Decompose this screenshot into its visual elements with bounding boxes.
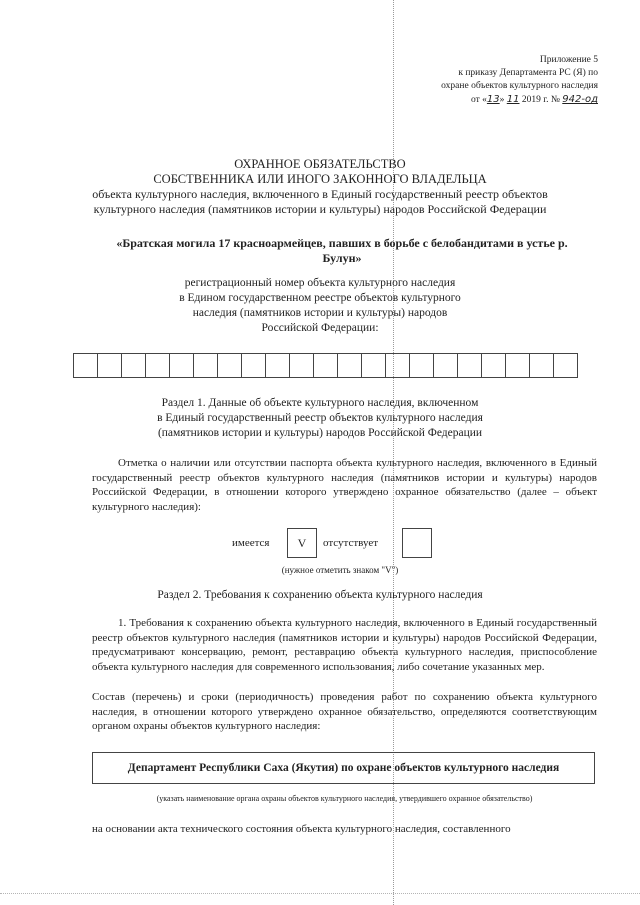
appendix-line: Приложение 5 <box>539 55 598 65</box>
object-name-line: «Братская могила 17 красноармейцев, павших в борьбе с белобандитами в устье р. <box>116 236 568 250</box>
section-1-line: (памятников истории и культуры) народов Российской Федерации <box>157 427 483 439</box>
passport-paragraph: Отметка о наличии или отсутствии паспорта объекта культурного наследия, включенного в Единый государственный реестр объектов культурного наследия (памятников истории и культуры) народов Российской Федерации, в отношении которого утверждено охранное обязательство (далее – объект культурного наследия): <box>92 457 597 513</box>
reg-digit-cell[interactable] <box>313 353 338 378</box>
registration-line: Российской Федерации: <box>261 322 379 334</box>
department-name-field[interactable]: Департамент Республики Саха (Якутия) по охране объектов культурного наследия <box>92 752 595 784</box>
date-mid: » <box>499 95 505 105</box>
reg-digit-cell[interactable] <box>385 353 410 378</box>
title-line: СОБСТВЕННИКА ИЛИ ИНОГО ЗАКОННОГО ВЛАДЕЛЬЦА <box>153 172 487 186</box>
object-name <box>92 236 592 266</box>
has-passport-checkbox[interactable]: V <box>287 528 317 558</box>
title-line: ОХРАННОЕ ОБЯЗАТЕЛЬСТВО <box>234 157 406 171</box>
registration-number-grid <box>74 353 578 378</box>
reg-digit-cell[interactable] <box>409 353 434 378</box>
appendix-line: к приказу Департамента РС (Я) по <box>458 68 598 78</box>
date-month: 11 <box>506 94 520 105</box>
reg-digit-cell[interactable] <box>145 353 170 378</box>
department-note: (указать наименование органа охраны объектов культурного наследия, утвердившего охранное обязательство) <box>156 794 533 803</box>
registration-line: регистрационный номер объекта культурного наследия <box>184 277 456 289</box>
section-1-heading <box>70 396 570 441</box>
reg-digit-cell[interactable] <box>265 353 290 378</box>
reg-digit-cell[interactable] <box>121 353 146 378</box>
appendix-header <box>368 54 598 107</box>
reg-digit-cell[interactable] <box>433 353 458 378</box>
reg-digit-cell[interactable] <box>505 353 530 378</box>
reg-digit-cell[interactable] <box>289 353 314 378</box>
date-day: 13 <box>486 94 500 105</box>
document-title <box>60 157 580 217</box>
technical-act-line: на основании акта технического состояния объекта культурного наследия, составленного <box>92 823 511 835</box>
reg-digit-cell[interactable] <box>481 353 506 378</box>
reg-digit-cell[interactable] <box>73 353 98 378</box>
no-passport-label: отсутствует <box>323 537 379 549</box>
page-bottom-edge <box>0 893 640 894</box>
title-line: объекта культурного наследия, включенного в Единый государственный реестр объектов <box>92 187 548 201</box>
title-line: культурного наследия (памятников истории и культуры) народов Российской Федерации <box>93 202 547 216</box>
order-number: 942-од <box>562 94 598 105</box>
composition-paragraph: Состав (перечень) и сроки (периодичность) проведения работ по сохранению объекта культурного наследия, в отношении которого утверждено охранное обязательство, определяются соответствующим органом охраны объектов культурного наследия: <box>92 691 597 732</box>
registration-line: наследия (памятников истории и культуры) народов <box>192 307 448 319</box>
reg-digit-cell[interactable] <box>241 353 266 378</box>
section-1-line: в Единый государственный реестр объектов культурного наследия <box>157 412 483 424</box>
reg-digit-cell[interactable] <box>337 353 362 378</box>
reg-digit-cell[interactable] <box>553 353 578 378</box>
requirements-paragraph: 1. Требования к сохранению объекта культурного наследия, включенного в Единый государственный реестр объектов культурного наследия (памятников истории и культуры) народов Российской Федерации, предусматривают консервацию, ремонт, реставрацию объекта культурного наследия, приспособление объекта культурного наследия для современного использования, либо сочетание указанных мер. <box>92 617 597 673</box>
has-passport-label: имеется <box>232 537 270 549</box>
reg-digit-cell[interactable] <box>529 353 554 378</box>
no-passport-checkbox[interactable] <box>402 528 432 558</box>
object-name-line: Булун» <box>322 251 362 265</box>
date-prefix: от « <box>471 95 487 105</box>
checkbox-hint: (нужное отметить знаком "V") <box>281 565 399 575</box>
registration-line: в Едином государственном реестре объектов культурного <box>179 292 461 304</box>
date-year: 2019 г. № <box>521 95 560 105</box>
reg-digit-cell[interactable] <box>457 353 482 378</box>
section-2-heading: Раздел 2. Требования к сохранению объекта культурного наследия <box>157 589 483 601</box>
reg-digit-cell[interactable] <box>361 353 386 378</box>
reg-digit-cell[interactable] <box>97 353 122 378</box>
appendix-date-line <box>368 93 598 107</box>
appendix-line: охране объектов культурного наследия <box>441 81 598 91</box>
reg-digit-cell[interactable] <box>193 353 218 378</box>
registration-caption <box>120 276 520 336</box>
reg-digit-cell[interactable] <box>217 353 242 378</box>
reg-digit-cell[interactable] <box>169 353 194 378</box>
passport-checkbox-row <box>0 528 640 558</box>
section-1-line: Раздел 1. Данные об объекте культурного наследия, включенном <box>161 397 479 409</box>
